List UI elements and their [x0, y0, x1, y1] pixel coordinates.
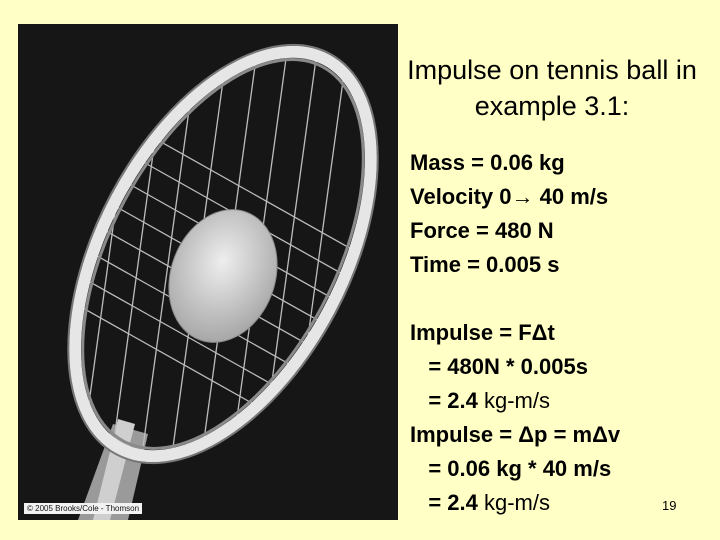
title-rest: on tennis ball in example 3.1:: [474, 55, 697, 121]
calc-result-1: [410, 384, 620, 418]
calc-momentum-substitution: = 0.06 kg * 40 m/s: [410, 456, 612, 481]
calc-substitution: = 480N * 0.005s: [410, 354, 588, 379]
calc-momentum-definition: Impulse = Δp = mΔv: [410, 422, 621, 447]
calc-result-1-unit: kg-m/s: [484, 388, 550, 413]
calc-result-1-value: = 2.4: [410, 388, 484, 413]
given-and-calc: [410, 146, 620, 520]
given-time: Time = 0.005 s: [410, 252, 560, 277]
racket-ball-illustration: [18, 24, 398, 520]
given-mass: Mass = 0.06 kg: [410, 150, 565, 175]
calc-result-2: [410, 486, 620, 520]
racket-photo: [18, 24, 398, 520]
tennis-ball: [151, 194, 295, 357]
calc-result-2-unit: kg-m/s: [484, 490, 550, 515]
page-number: 19: [662, 498, 677, 513]
calc-impulse-definition: Impulse = FΔt: [410, 320, 555, 345]
given-force: Force = 480 N: [410, 218, 554, 243]
given-velocity: Velocity 0→ 40 m/s: [410, 184, 609, 209]
slide-title: [402, 52, 702, 124]
title-keyword: Impulse: [407, 55, 502, 85]
photo-credit: © 2005 Brooks/Cole - Thomson: [24, 503, 142, 514]
calc-result-2-value: = 2.4: [410, 490, 484, 515]
